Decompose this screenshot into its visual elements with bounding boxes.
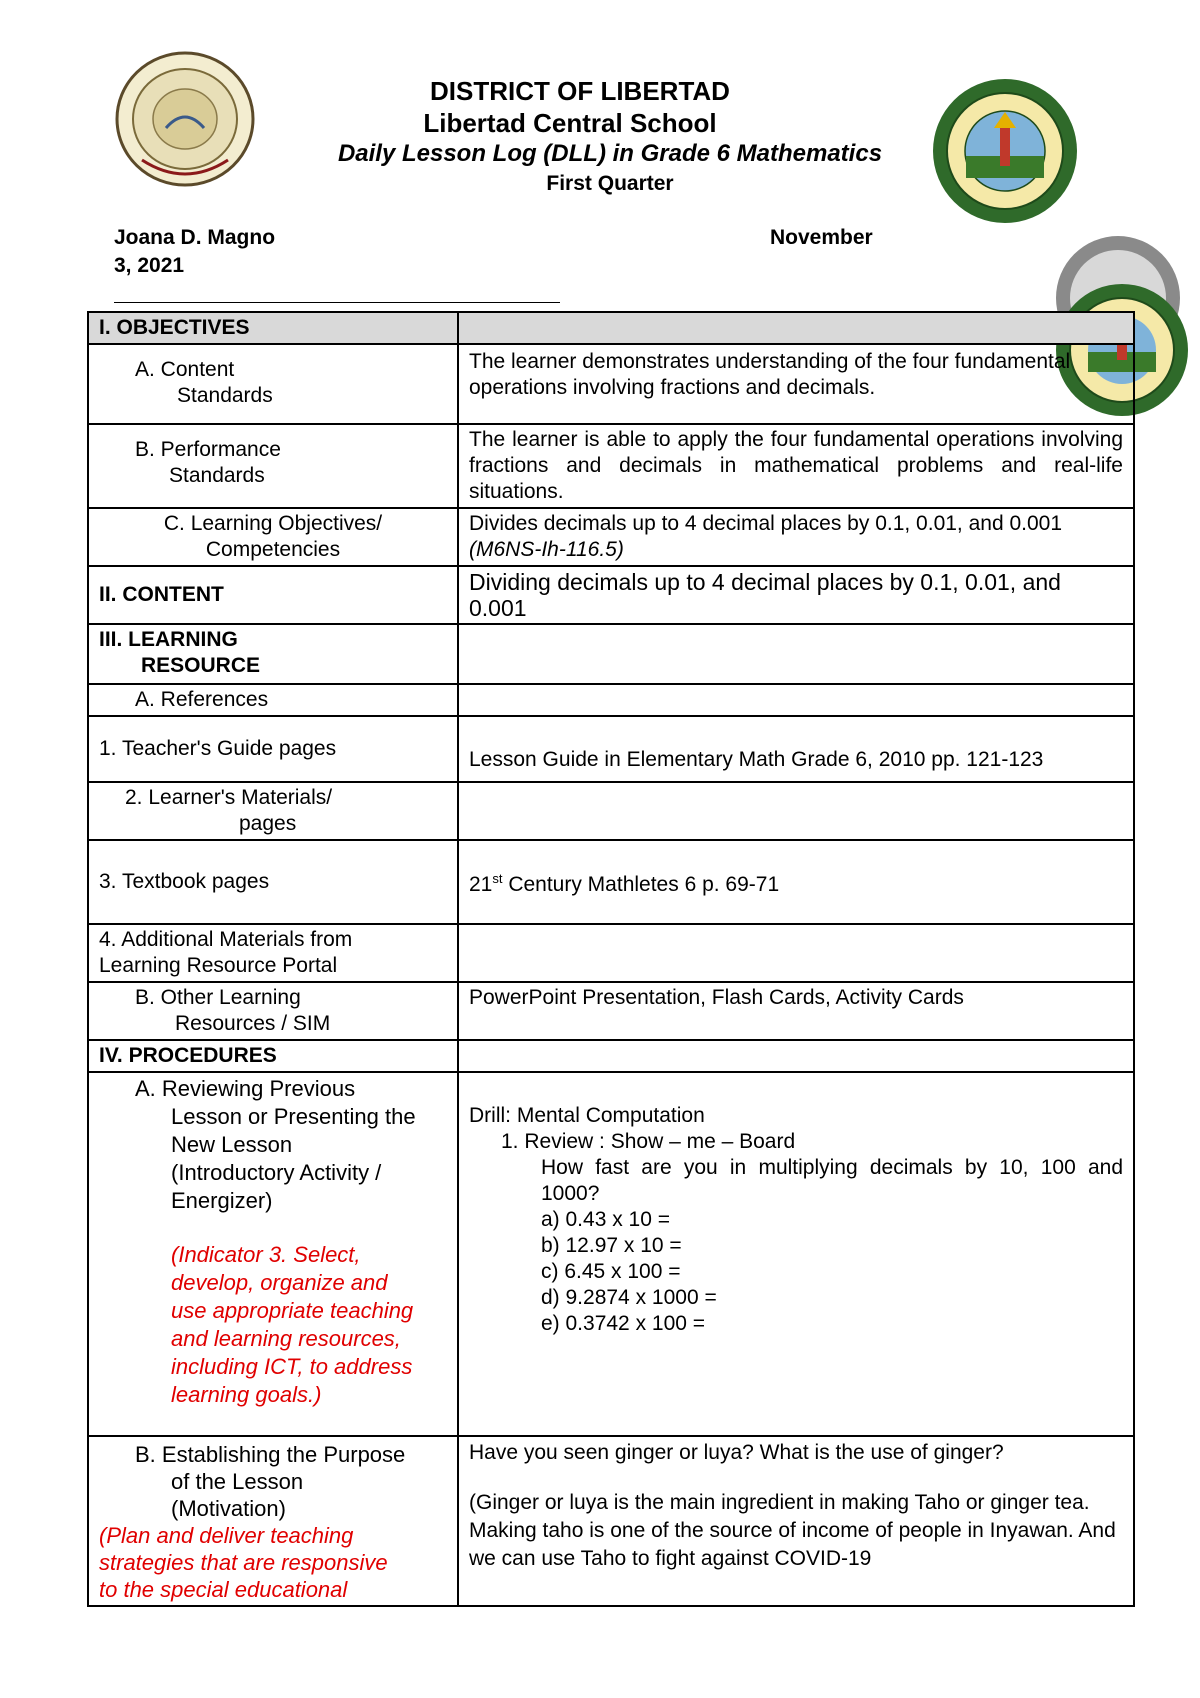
textbook-pages-value: 21st Century Mathletes 6 p. 69-71: [458, 840, 1134, 924]
procedure-b-label: B. Establishing the Purpose of the Lesson (Motivation) (Plan and deliver teaching strategies that are responsive to the special educational: [88, 1436, 458, 1606]
list-item: d) 9.2874 x 1000 =: [541, 1286, 717, 1309]
table-row: [88, 624, 1134, 684]
references-label: A. References: [88, 684, 458, 716]
procedure-a-value: Drill: Mental Computation 1. Review : Show – me – Board How fast are you in multiplying decimals by 10, 100 and 1000? a) 0.43 x 10 = b) 12.97 x 10 = c) 6.45 x 100 = d) 9.2874 x 1000 = e) 0.3742 x 100 =: [458, 1072, 1134, 1436]
learning-objectives-value: Divides decimals up to 4 decimal places by 0.1, 0.01, and 0.001 (M6NS-Ih-116.5): [458, 508, 1134, 566]
procedure-b-value: Have you seen ginger or luya? What is the use of ginger? (Ginger or luya is the main ingredient in making Taho or ginger tea. Making taho is one of the source of income of people in Inyawan. And we can use Taho to fight against COVID-19: [458, 1436, 1134, 1606]
other-learning-resources-value: PowerPoint Presentation, Flash Cards, Activity Cards: [458, 982, 1134, 1040]
plan-deliver-note: (Plan and deliver teaching strategies that are responsive to the special educational: [99, 1523, 388, 1602]
learners-materials-label: 2. Learner's Materials/ pages: [88, 782, 458, 840]
table-row: [88, 782, 1134, 840]
table-row: [88, 1072, 1134, 1436]
list-item: c) 6.45 x 100 =: [541, 1260, 681, 1283]
table-row: [88, 566, 1134, 624]
signature-line: [114, 302, 560, 303]
other-learning-resources-label: B. Other Learning Resources / SIM: [88, 982, 458, 1040]
list-item: e) 0.3742 x 100 =: [541, 1312, 706, 1335]
date-month: November: [770, 226, 873, 249]
quarter: First Quarter: [546, 172, 674, 195]
section-content: II. CONTENT: [88, 566, 458, 624]
table-row: [88, 982, 1134, 1040]
table-row: [88, 1436, 1134, 1606]
performance-standards-value: The learner is able to apply the four fundamental operations involving fractions and decimals in mathematical problems and real-life situations.: [458, 424, 1134, 508]
drill-items: [469, 1207, 1123, 1337]
content-value: Dividing decimals up to 4 decimal places by 0.1, 0.01, and 0.001: [458, 566, 1134, 624]
content-standards-label: A. Content: [135, 358, 235, 381]
section-objectives: I. OBJECTIVES: [88, 312, 458, 344]
list-item: a) 0.43 x 10 =: [541, 1208, 671, 1231]
additional-materials-label: 4. Additional Materials from Learning Resource Portal: [88, 924, 458, 982]
competency-code: (M6NS-Ih-116.5): [469, 538, 624, 561]
content-standards-value: The learner demonstrates understanding of the four fundamental operations involving fractions and decimals.: [458, 344, 1134, 424]
teachers-guide-label: 1. Teacher's Guide pages: [88, 716, 458, 782]
table-row: [88, 716, 1134, 782]
list-item: b) 12.97 x 10 =: [541, 1234, 682, 1257]
document-title: Daily Lesson Log (DLL) in Grade 6 Mathematics: [337, 140, 883, 167]
school-name: Libertad Central School: [423, 108, 717, 138]
date-day-year: 3, 2021: [114, 254, 185, 277]
table-row: B. Performance Standards The learner is able to apply the four fundamental operations involving fractions and decimals in mathematical problems and real-life situations.: [88, 424, 1134, 508]
table-row: [88, 684, 1134, 716]
textbook-pages-label: 3. Textbook pages: [88, 840, 458, 924]
teachers-guide-value: Lesson Guide in Elementary Math Grade 6, 2010 pp. 121-123: [458, 716, 1134, 782]
table-row: [88, 1040, 1134, 1072]
table-row: [88, 924, 1134, 982]
section-learning-resource: III. LEARNING RESOURCE: [88, 624, 458, 684]
indicator-3-note: (Indicator 3. Select, develop, organize and use appropriate teaching and learning resources, including ICT, to address learning goals.): [171, 1242, 414, 1407]
district-name: DISTRICT OF LIBERTAD: [430, 76, 730, 106]
table-row: [88, 840, 1134, 924]
performance-standards-label: B. Performance: [135, 438, 281, 461]
teacher-name: Joana D. Magno: [114, 226, 276, 249]
procedure-a-label: A. Reviewing Previous Lesson or Presenting the New Lesson (Introductory Activity / Energizer) (Indicator 3. Select, develop, organize and use appropriate teaching and learning resources, including ICT, to address learning goals.): [88, 1072, 458, 1436]
table-row: [88, 312, 1134, 344]
learning-objectives-label: C. Learning Objectives/: [163, 512, 383, 535]
section-procedures: IV. PROCEDURES: [88, 1040, 458, 1072]
table-row: A. Content Standards The learner demonstrates understanding of the four fundamental operations involving fractions and decimals.: [88, 344, 1134, 424]
table-row: C. Learning Objectives/ Competencies Divides decimals up to 4 decimal places by 0.1, 0.01, and 0.001 (M6NS-Ih-116.5): [88, 508, 1134, 566]
lesson-log-table: [87, 311, 1135, 1607]
